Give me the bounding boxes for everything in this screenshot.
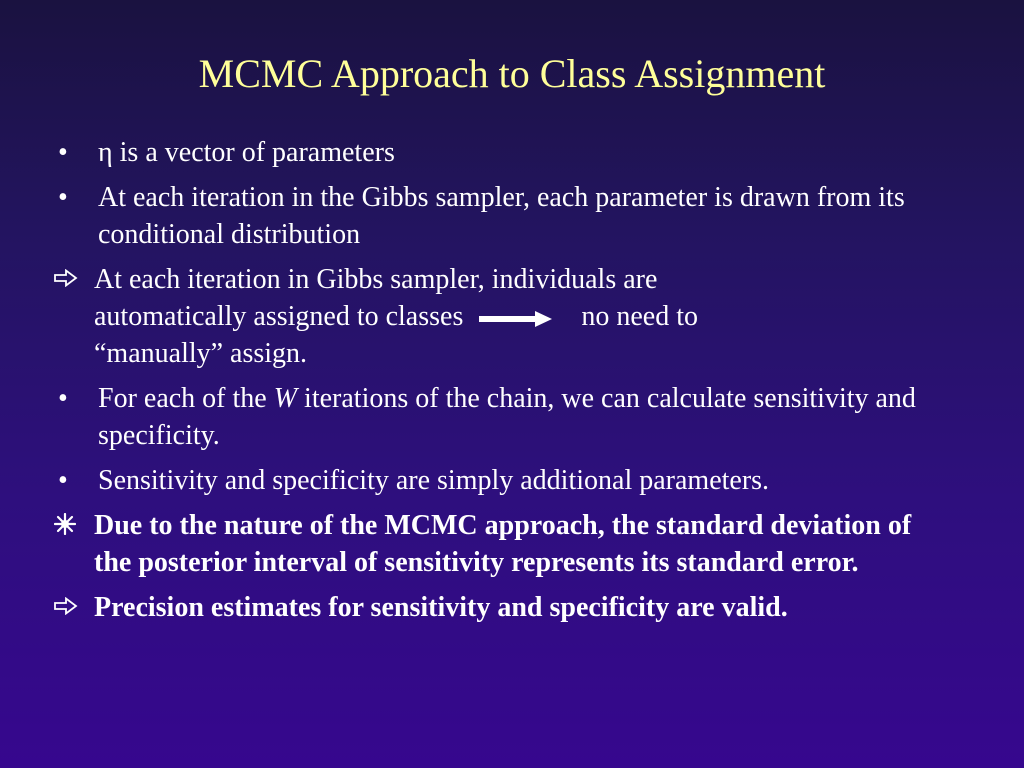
bullet-text	[98, 380, 932, 454]
bullet-text: At each iteration in the Gibbs sampler, each parameter is drawn from its conditional distribution	[98, 182, 905, 250]
bullet-item-precision-estimates	[52, 589, 932, 626]
bullet-line-1: At each iteration in Gibbs sampler, individuals are	[94, 264, 658, 295]
bullet-text: Due to the nature of the MCMC approach, the standard deviation of the posterior interval of sensitivity represents its standard error.	[94, 510, 912, 578]
bullet-text: Sensitivity and specificity are simply additional parameters.	[98, 465, 770, 496]
hollow-arrow-icon	[52, 261, 94, 298]
bullet-item-class-assignment	[52, 261, 932, 372]
bullet-line-2-after: no need to	[581, 301, 698, 332]
w-variable: W	[273, 383, 298, 414]
bullet-dot: •	[58, 137, 68, 168]
bullet-text	[94, 261, 932, 372]
star-burst-icon	[52, 507, 94, 544]
bullet-text-before: For each of the	[98, 383, 274, 414]
bullet-item-additional-parameters	[52, 462, 932, 499]
bullet-dot: •	[58, 383, 68, 414]
bullet-list	[52, 134, 932, 634]
bullet-text-rest: is a vector of parameters	[112, 137, 395, 168]
bullet-line-2-before: automatically assigned to classes	[94, 301, 464, 332]
bullet-line-3: “manually” assign.	[94, 338, 308, 369]
bullet-text-after: iterations of the chain, we can calculate sensitivity and specificity.	[98, 383, 916, 451]
bullet-item-eta	[52, 134, 932, 171]
bullet-item-standard-error	[52, 507, 932, 581]
bullet-text	[98, 134, 932, 171]
bullet-item-w-iterations	[52, 380, 932, 454]
hollow-arrow-icon	[52, 589, 94, 626]
bullet-item-gibbs-parameters	[52, 179, 932, 253]
bullet-text: Precision estimates for sensitivity and specificity are valid.	[94, 592, 788, 623]
eta-symbol: η	[98, 137, 113, 168]
slide-title: MCMC Approach to Class Assignment	[198, 51, 826, 96]
bullet-dot: •	[58, 465, 68, 496]
bullet-dot: •	[58, 182, 68, 213]
right-arrow-icon	[479, 309, 575, 329]
